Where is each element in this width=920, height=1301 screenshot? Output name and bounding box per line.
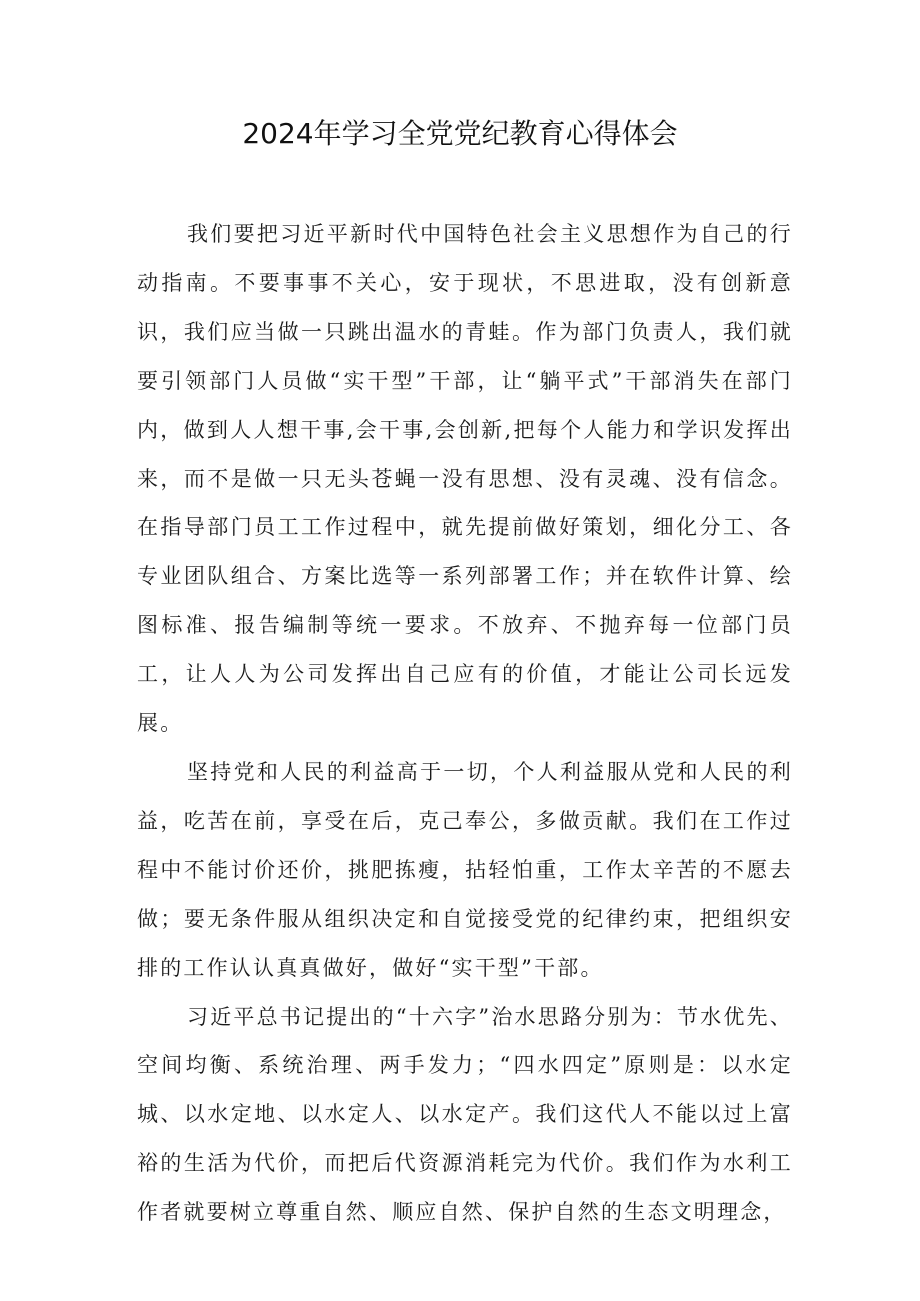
document-title: 2024年学习全党党纪教育心得体会 (242, 117, 678, 150)
document-body (137, 210, 793, 1237)
paragraph-2: 坚持党和人民的利益高于一切，个人利益服从党和人民的利益，吃苦在前，享受在后，克己奉公，多做贡献。我们在工作过程中不能讨价还价，挑肥拣瘦，拈轻怕重，工作太辛苦的不愿去做；要无条件服从组织决定和自觉接受党的纪律约束，把组织安排的工作认认真真做好，做好“实干型”干部。 (137, 759, 793, 980)
paragraph-1: 我们要把习近平新时代中国特色社会主义思想作为自己的行动指南。不要事事不关心，安于现状，不思进取，没有创新意识，我们应当做一只跳出温水的青蛙。作为部门负责人，我们就要引领部门人员做“实干型”干部，让“躺平式”干部消失在部门内，做到人人想干事,会干事,会创新,把每个人能力和学识发挥出来，而不是做一只无头苍蝇一没有思想、没有灵魂、没有信念。在指导部门员工工作过程中，就先提前做好策划，细化分工、各专业团队组合、方案比选等一系列部署工作；并在软件计算、绘图标准、报告编制等统一要求。不放弃、不抛弃每一位部门员工，让人人为公司发挥出自己应有的价值，才能让公司长远发展。 (137, 222, 793, 736)
paragraph-3: 习近平总书记提出的“十六字”治水思路分别为：节水优先、空间均衡、系统治理、两手发力；“四水四定”原则是：以水定城、以水定地、以水定人、以水定产。我们这代人不能以过上富裕的生活为代价，而把后代资源消耗完为代价。我们作为水利工作者就要树立尊重自然、顺应自然、保护自然的生态文明理念， (137, 1004, 793, 1225)
